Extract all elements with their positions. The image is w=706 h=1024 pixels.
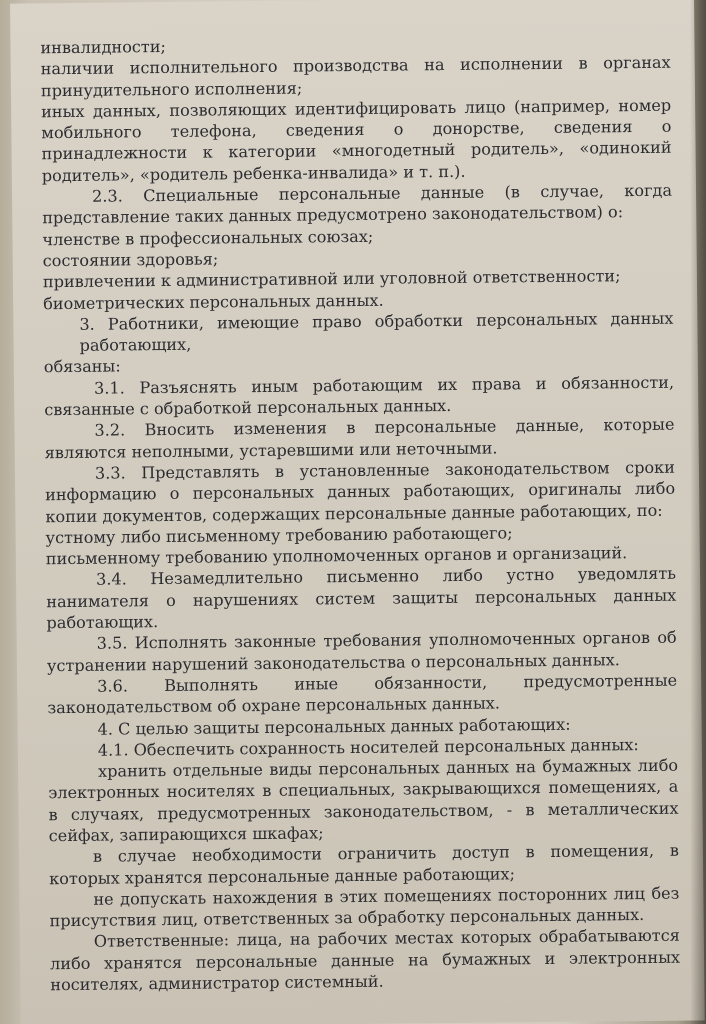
section-3-4: 3.4. Незамедлительно письменно либо устно уведомлять нанимателя о нарушениях систем защиты персональных данных работающих.: [46, 564, 677, 633]
text-line: письменному требованию уполномоченных органов и организаций.: [45, 543, 628, 569]
section-4-1: 4.1. Обеспечить сохранность носителей персональных данных:: [97, 734, 639, 760]
text-line: наличии исполнительного производства на исполнении в органах принудительного исполнения;: [40, 52, 671, 100]
list-item: хранить отдельные виды персональных данных на бумажных либо электронных носителях в специальных, закрывающихся помещениях, а в случаях, предусмотренных законодательством, - в металлических сейфах, запирающихся шкафах;: [48, 755, 679, 846]
section-3-3: 3.3. Представлять в установленные законодательством сроки информацию о персональных данных работающих, оригиналы либо копии документов, содержащих персональные данные работающих, по:: [45, 457, 676, 526]
section-3-6: 3.6. Выполнять иные обязанности, предусмотренные законодательством об охране персональных данных.: [47, 670, 678, 718]
text-line: привлечении к административной или уголовной ответственности;: [42, 266, 621, 292]
document-body: [40, 31, 680, 996]
section-3-1: 3.1. Разъяснять иным работающим их права и обязанности, связанные с обработкой персональных данных.: [44, 372, 675, 420]
section-3-2: 3.2. Вносить изменения в персональные данные, которые являются неполными, устаревшими или неточными.: [44, 414, 675, 462]
text-line: инвалидности;: [40, 36, 167, 58]
section-3-5: 3.5. Исполнять законные требования уполномоченных органов об устранении нарушений законодательства о персональных данных.: [46, 627, 677, 675]
text-line: обязаны:: [43, 356, 121, 377]
responsible-persons: Ответственные: лица, на рабочих местах которых обрабатываются либо хранятся персональные данные на бумажных и электронных носителях, администратор системный.: [49, 926, 681, 995]
section-4-heading: 4. С целью защиты персональных данных работающих:: [97, 714, 571, 739]
text-line: биометрических персональных данных.: [43, 290, 384, 313]
text-line: устному либо письменному требованию работающего;: [45, 523, 513, 548]
section-2-3: 2.3. Специальные персональные данные (в случае, когда представление таких данных предусмотрено законодательством) о:: [42, 180, 673, 228]
text-line: иных данных, позволяющих идентифицировать лицо (например, номер мобильного телефона, сведения о донорстве, сведения о принадлежности к категории «многодетный родитель», «одинокий родитель», «родитель ребенка-инвалида» и т. п.).: [41, 95, 672, 186]
list-item: не допускать нахождения в этих помещениях посторонних лиц без присутствия лиц, ответственных за обработку персональных данных.: [49, 883, 680, 931]
list-item: в случае необходимости ограничить доступ в помещения, в которых хранятся персональные данные работающих;: [49, 840, 680, 888]
text-line: членстве в профессиональных союзах;: [42, 226, 374, 249]
section-3-heading: 3. Работники, имеющие право обработки персональных данных работающих,: [79, 308, 674, 356]
text-line: состоянии здоровья;: [42, 249, 219, 271]
paper-sheet: [10, 0, 705, 1024]
page-edge-shadow: [690, 0, 706, 1024]
